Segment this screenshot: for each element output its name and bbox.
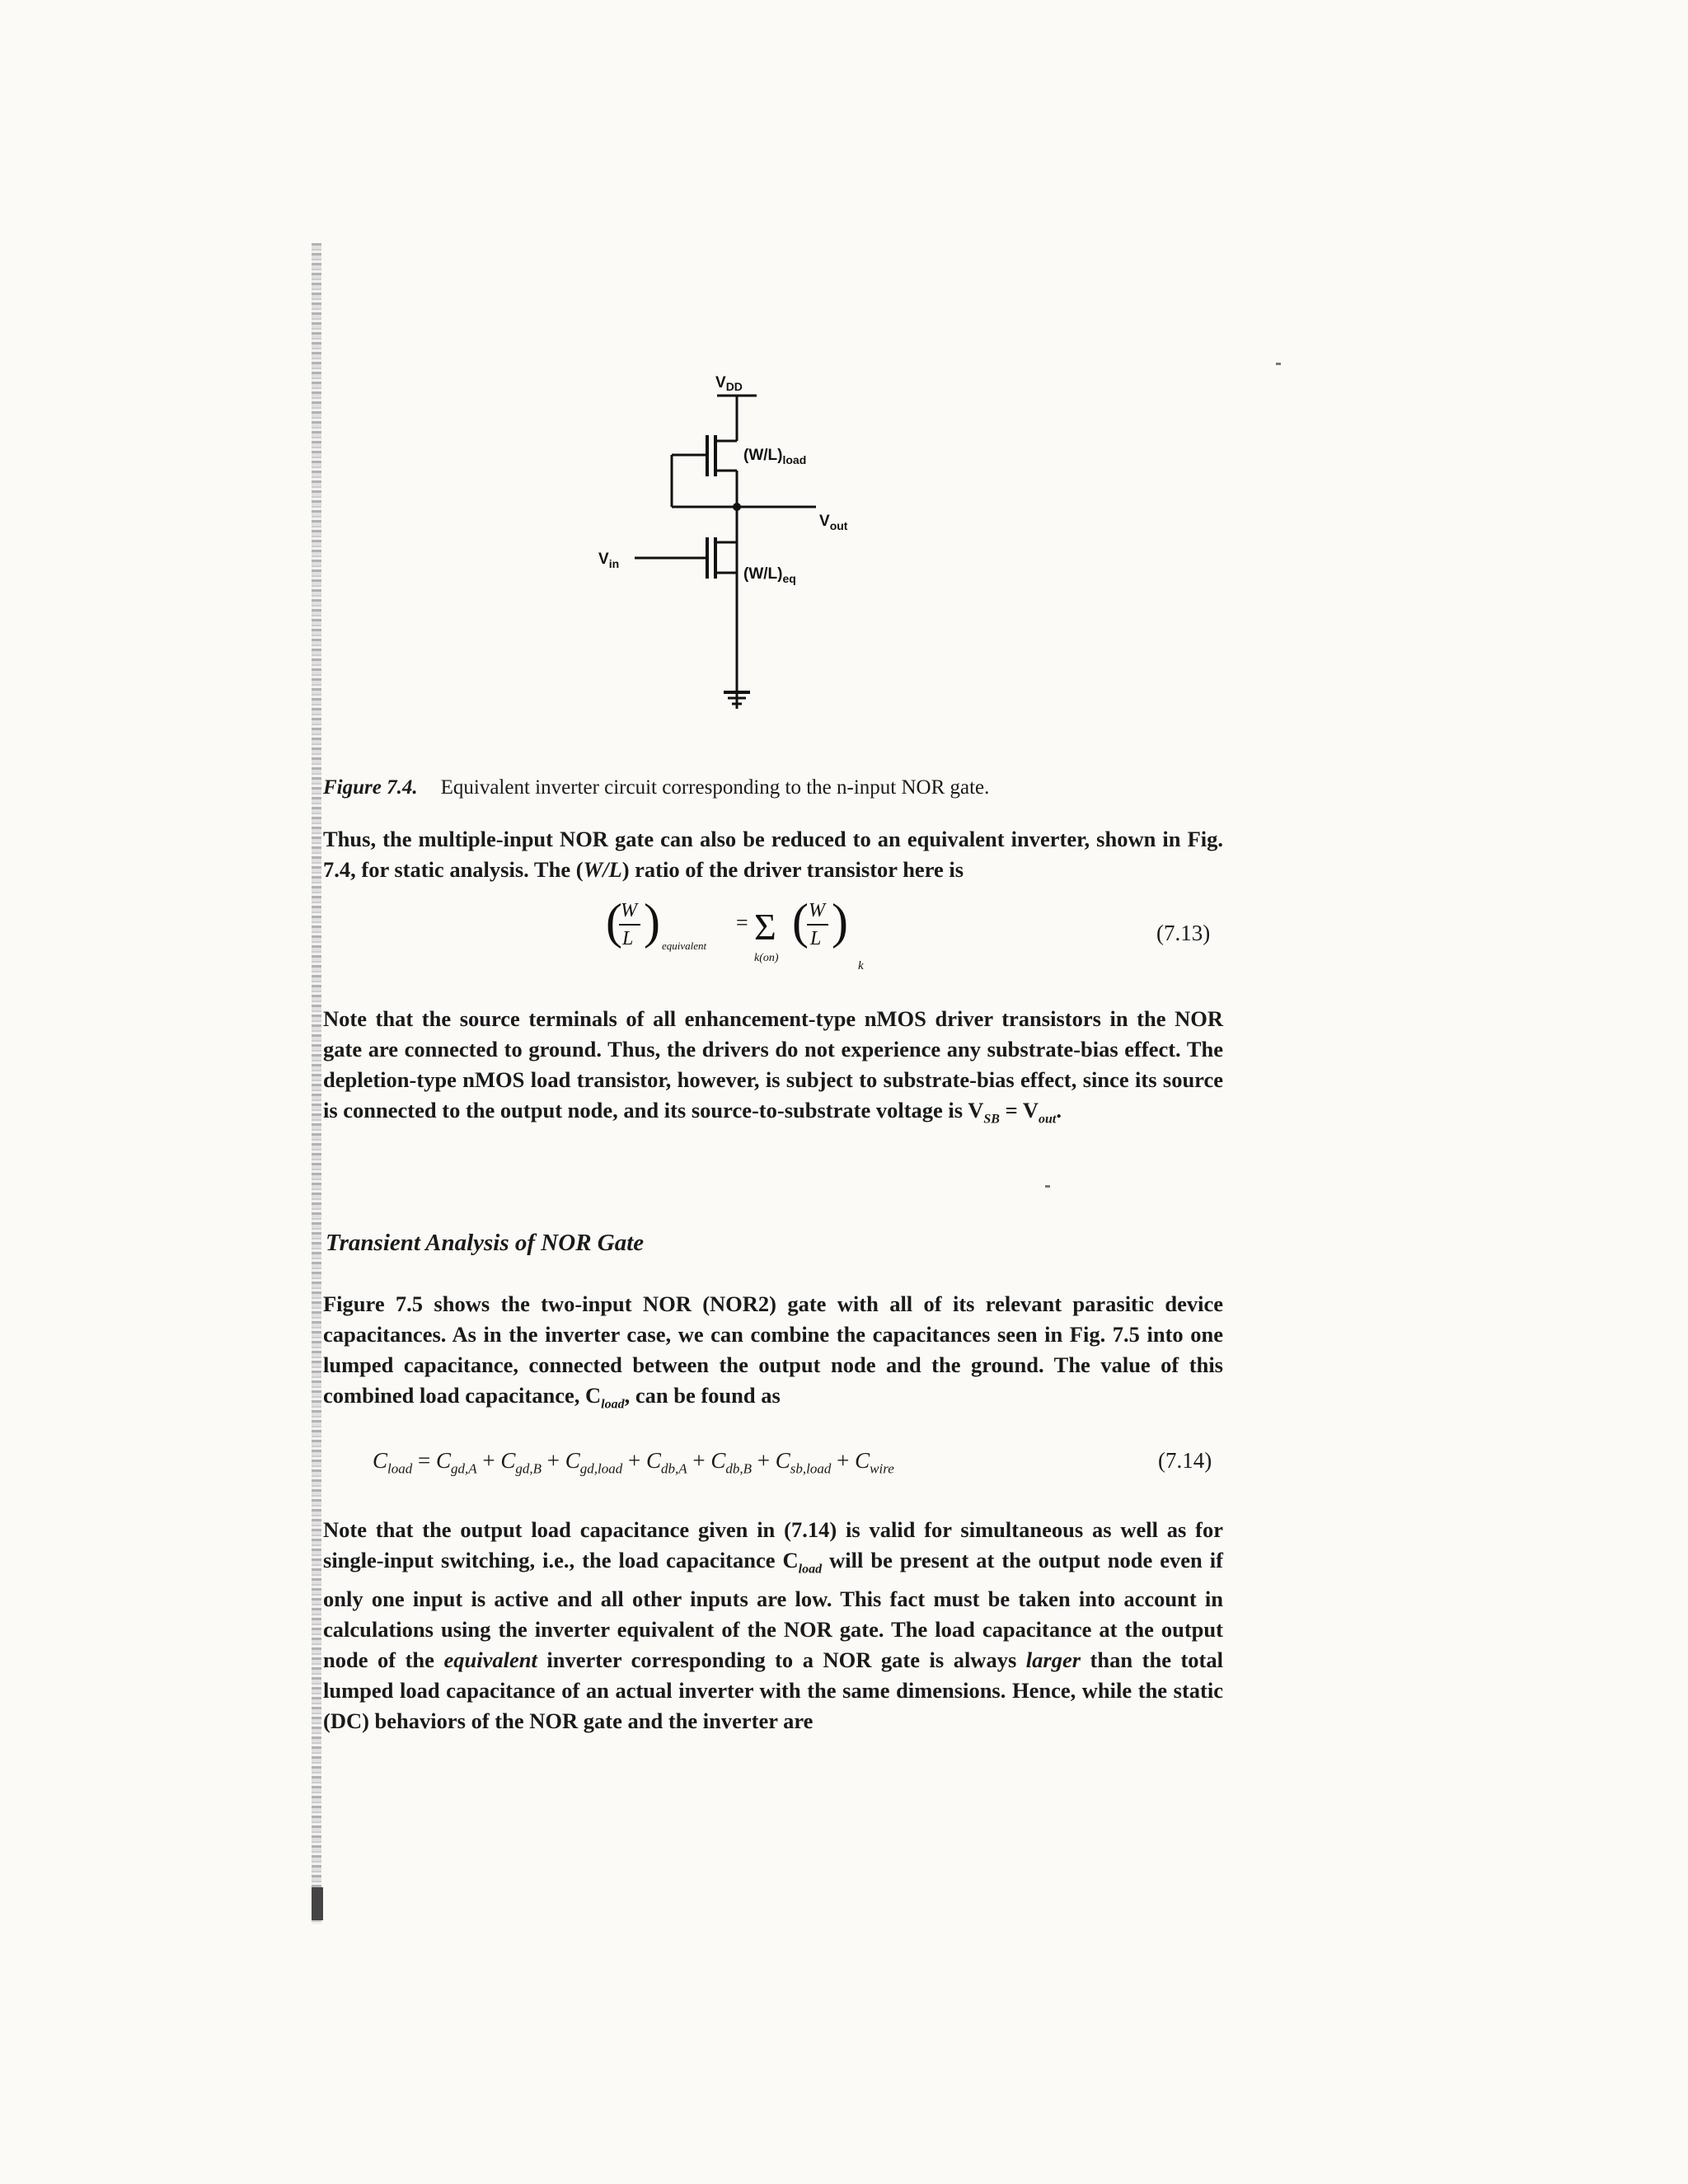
svg-text:k(on): k(on) (754, 952, 779, 964)
paragraph-4-text-4: than the total lumped load capacitance of an actual inverter with the same dimensions. Hence, while the static (DC) behaviors of the NOR gate and the inverter are (323, 1647, 1223, 1734)
paragraph-1 (323, 824, 1223, 885)
paragraph-3-tail: value of this combined load capacitance, C (323, 1352, 1223, 1408)
svg-text:W: W (809, 900, 825, 921)
figure-label: Figure 7.4. (323, 776, 418, 799)
svg-text:L: L (622, 928, 634, 949)
svg-text:VDD: $V_{DD}$ (715, 374, 743, 393)
paragraph-3-text: Figure 7.5 shows the two-input NOR (NOR2) gate with all of its relevant parasitic device capacitances. As in the inverter case, we can combine the capacitances seen in Fig. 7.5 into one lumped capacitance, connected between the output node and the ground. The (323, 1291, 1223, 1377)
emphasis-larger: larger (1025, 1647, 1081, 1673)
paragraph-2-text: Note that the source terminals of all enhancement-type nMOS driver transistors in the NOR gate are connected to ground. Thus, the drivers do not experience any substrate-bias effect. The depletion-type nMOS load transistor, however, is subject to substrate-bias effect, since its source is connected to the output node, and its source-to-substrate voltage (323, 1006, 1223, 1122)
wl-ratio-term: W/L (583, 857, 622, 882)
paragraph-4-text-2: will be present at the output node even if only one input is active and all other inputs are low. This fact must be taken into account in calculations using the inverter equivalent of the NOR gate. The load capacitance at the output node of the (323, 1548, 1223, 1673)
cload-subscript: load (601, 1397, 625, 1412)
paragraph-1-text-end: ) ratio of the driver transistor here is (621, 857, 964, 882)
paragraph-4 (323, 1515, 1223, 1736)
paragraph-4-text: Note that the output load capacitance given in (7.14) is valid for simultaneous as well as for single-input switching, i.e., the load capacitance C (323, 1517, 1223, 1572)
svg-text:k: k (858, 959, 864, 972)
svg-text:L: L (810, 928, 822, 949)
svg-text:Vout: $V_{out}$ (819, 513, 848, 532)
inverter-circuit-diagram (577, 363, 923, 717)
figure-caption (323, 776, 989, 799)
paragraph-2 (323, 1004, 1223, 1134)
paragraph-3 (323, 1289, 1223, 1419)
paragraph-3-tail-end: , can be found as (624, 1383, 781, 1408)
equation-number-7-14: (7.14) (1158, 1448, 1212, 1473)
figure-caption-text: Equivalent inverter circuit corresponding to the n-input NOR gate. (440, 776, 990, 799)
equation-7-14: $C_{load} = C_{gd,A} + C_{gd,B} + C_{gd,load} + C_{db,A} + C_{db,B} + C_{sb,load} + C_{wire}$ (373, 1448, 894, 1477)
svg-text:): ) (644, 894, 660, 949)
scan-binding-edge (312, 243, 321, 1924)
scan-binding-mark (312, 1887, 323, 1920)
cload-subscript: load (798, 1562, 823, 1577)
svg-text:W: W (621, 900, 637, 921)
emphasis-equivalent: equivalent (443, 1647, 537, 1673)
output-node-dot (733, 503, 741, 511)
svg-text:(: ( (606, 894, 622, 949)
scan-speck (1276, 363, 1281, 365)
scan-speck (1045, 1185, 1050, 1188)
svg-text:Vin: $V_{in}$ (598, 551, 620, 570)
vsb-expression: is $V_{SB} = V_{out}$. (948, 1098, 1062, 1127)
svg-text:): ) (832, 894, 848, 949)
svg-text:(: ( (792, 894, 809, 949)
equation-number-7-13: (7.13) (1156, 921, 1211, 945)
section-heading: Transient Analysis of NOR Gate (326, 1230, 645, 1256)
equation-7-13 (598, 890, 944, 981)
paragraph-1-line-1: Thus, the multiple-input NOR gate can also be reduced to an equivalent inverter, shown (323, 827, 1156, 851)
svg-text:equivalent: equivalent (662, 940, 707, 952)
svg-text:(W/L)load: $(W/L)_{load}$ (743, 447, 807, 466)
paragraph-4-text-3: inverter corresponding to a NOR gate is always (537, 1647, 1026, 1673)
svg-text:Σ: Σ (754, 906, 776, 948)
svg-text:(W/L)eq: $(W/L)_{eq}$ (743, 565, 796, 585)
svg-text:=: = (736, 911, 748, 935)
paragraph-1-text: in Fig. 7.4, for static analysis. The ( (323, 827, 1224, 882)
